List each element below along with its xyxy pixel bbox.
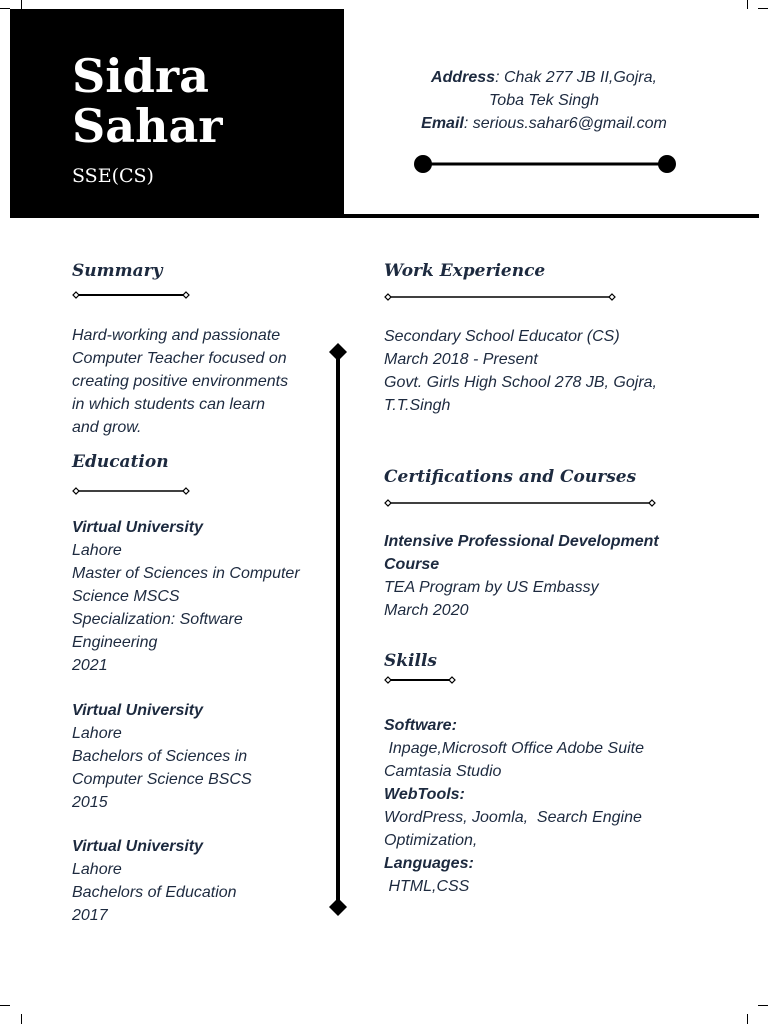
certifications-heading: Certifications and Courses: [384, 467, 637, 487]
skills-list: [384, 714, 644, 898]
certification-entry: [384, 530, 659, 622]
email-value[interactable]: : serious.sahar6@gmail.com: [463, 115, 667, 132]
work-entry: [384, 325, 657, 417]
education-line: Engineering: [72, 634, 158, 651]
certification-title: Intensive Professional Development: [384, 533, 659, 550]
address-line: [384, 66, 704, 89]
skills-languages-label: Languages:: [384, 855, 474, 872]
education-line: 2015: [72, 794, 108, 811]
education-line: Lahore: [72, 861, 122, 878]
education-line: 2017: [72, 907, 108, 924]
certifications-heading-underline: [384, 499, 656, 507]
education-line: Bachelors of Sciences in: [72, 748, 248, 765]
last-name: Sahar: [72, 99, 223, 153]
crop-mark: [747, 0, 748, 9]
skills-webtools-value: WordPress, Joomla, Search Engine: [384, 809, 642, 826]
education-line: Computer Science BSCS: [72, 771, 252, 788]
crop-mark: [21, 0, 22, 9]
skills-software-value: Camtasia Studio: [384, 763, 502, 780]
email-label: Email: [421, 115, 464, 132]
header-rule: [344, 214, 759, 218]
skills-software-value: Inpage,Microsoft Office Adobe Suite: [384, 740, 644, 757]
education-line: Lahore: [72, 725, 122, 742]
summary-line: Hard-working and passionate: [72, 327, 281, 344]
work-heading: Work Experience: [384, 261, 546, 281]
education-entry: [72, 699, 252, 814]
summary-line: Computer Teacher focused on: [72, 350, 287, 367]
work-line: Govt. Girls High School 278 JB, Gojra,: [384, 374, 657, 391]
education-heading-underline: [72, 487, 190, 495]
summary-line: and grow.: [72, 419, 142, 436]
crop-mark: [0, 1005, 10, 1006]
address-line-2: Toba Tek Singh: [488, 92, 599, 109]
summary-text: [72, 324, 288, 439]
education-line: Science MSCS: [72, 588, 180, 605]
education-line: Bachelors of Education: [72, 884, 237, 901]
skills-heading: Skills: [384, 651, 438, 671]
crop-mark: [747, 1014, 748, 1024]
skills-heading-underline: [384, 676, 456, 684]
summary-line: in which students can learn: [72, 396, 265, 413]
education-school: Virtual University: [72, 702, 204, 719]
contact-block: [384, 66, 704, 135]
certification-line: TEA Program by US Embassy: [384, 579, 599, 596]
work-line: March 2018 - Present: [384, 351, 538, 368]
education-entry: [72, 516, 300, 677]
summary-heading: Summary: [72, 261, 163, 281]
skills-software-label: Software:: [384, 717, 457, 734]
work-heading-underline: [384, 293, 616, 301]
email-line[interactable]: [384, 112, 704, 135]
skills-languages-value: HTML,CSS: [384, 878, 470, 895]
skills-webtools-label: WebTools:: [384, 786, 465, 803]
name-block: [10, 9, 344, 218]
education-line: 2021: [72, 657, 108, 674]
crop-mark: [758, 1005, 768, 1006]
work-line: T.T.Singh: [384, 397, 451, 414]
education-entry: [72, 835, 237, 927]
contact-divider: [414, 154, 676, 174]
address-label: Address: [431, 69, 496, 86]
education-line: Lahore: [72, 542, 122, 559]
address-value: : Chak 277 JB II,Gojra,: [495, 69, 657, 86]
summary-heading-underline: [72, 291, 190, 299]
skills-webtools-value: Optimization,: [384, 832, 478, 849]
summary-line: creating positive environments: [72, 373, 289, 390]
education-line: Master of Sciences in Computer: [72, 565, 300, 582]
job-title: SSE(CS): [72, 165, 154, 187]
education-school: Virtual University: [72, 838, 204, 855]
column-divider: [329, 343, 347, 916]
education-line: Specialization: Software: [72, 611, 243, 628]
crop-mark: [758, 8, 768, 9]
education-heading: Education: [72, 452, 169, 472]
certification-title: Course: [384, 556, 440, 573]
first-name: Sidra: [72, 49, 209, 103]
crop-mark: [0, 8, 10, 9]
education-school: Virtual University: [72, 519, 204, 536]
work-line: Secondary School Educator (CS): [384, 328, 620, 345]
crop-mark: [21, 1014, 22, 1024]
certification-line: March 2020: [384, 602, 469, 619]
